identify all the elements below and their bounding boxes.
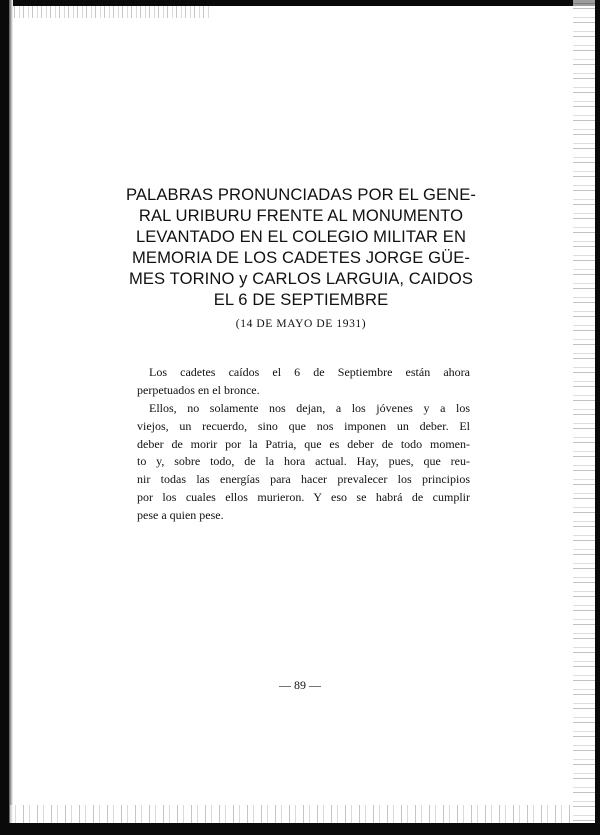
scan-noise-top [10,6,210,18]
scan-noise-right [573,0,595,835]
title-line: MEMORIA DE LOS CADETES JORGE GÜE- [132,248,470,267]
paragraph-2 [137,400,470,525]
body-line: pese a quien pese. [137,507,224,522]
title-line: PALABRAS PRONUNCIADAS POR EL GENE- [125,185,477,204]
title-line: MES TORINO y CARLOS LARGUIA, CAIDOS [128,269,474,288]
speech-date: (14 DE MAYO DE 1931) [235,318,367,330]
speech-title [120,184,482,310]
body-line: perpetuados en el bronce. [137,382,260,397]
speech-body [137,364,470,525]
title-line: RAL URIBURU FRENTE AL MONUMENTO [138,206,464,225]
scan-noise-bottom [10,805,570,823]
scan-border-left [0,0,9,835]
paragraph-1 [137,364,470,400]
scan-border-bottom [0,823,600,835]
body-line: por los cuales ellos murieron. Y eso se habrá de cumplir [137,490,470,505]
page-number: — 89 — [279,678,321,692]
title-line: EL 6 DE SEPTIEMBRE [213,290,389,309]
body-line: deber de morir por la Patria, que es deber de todo momen- [137,436,470,451]
scan-border-right [595,0,600,835]
title-line: LEVANTADO EN EL COLEGIO MILITAR EN [135,227,467,246]
scan-shadow-left [9,0,13,835]
body-line: nir todas las energías para hacer prevalecer los principios [137,472,470,487]
body-line: Ellos, no solamente nos dejan, a los jóvenes y a los [149,401,470,416]
body-line: to y, sobre todo, de la hora actual. Hay, pues, que reu- [137,454,470,469]
body-line: viejos, un recuerdo, sino que nos imponen un deber. El [137,418,470,433]
body-line: Los cadetes caídos el 6 de Septiembre están ahora [149,365,470,379]
